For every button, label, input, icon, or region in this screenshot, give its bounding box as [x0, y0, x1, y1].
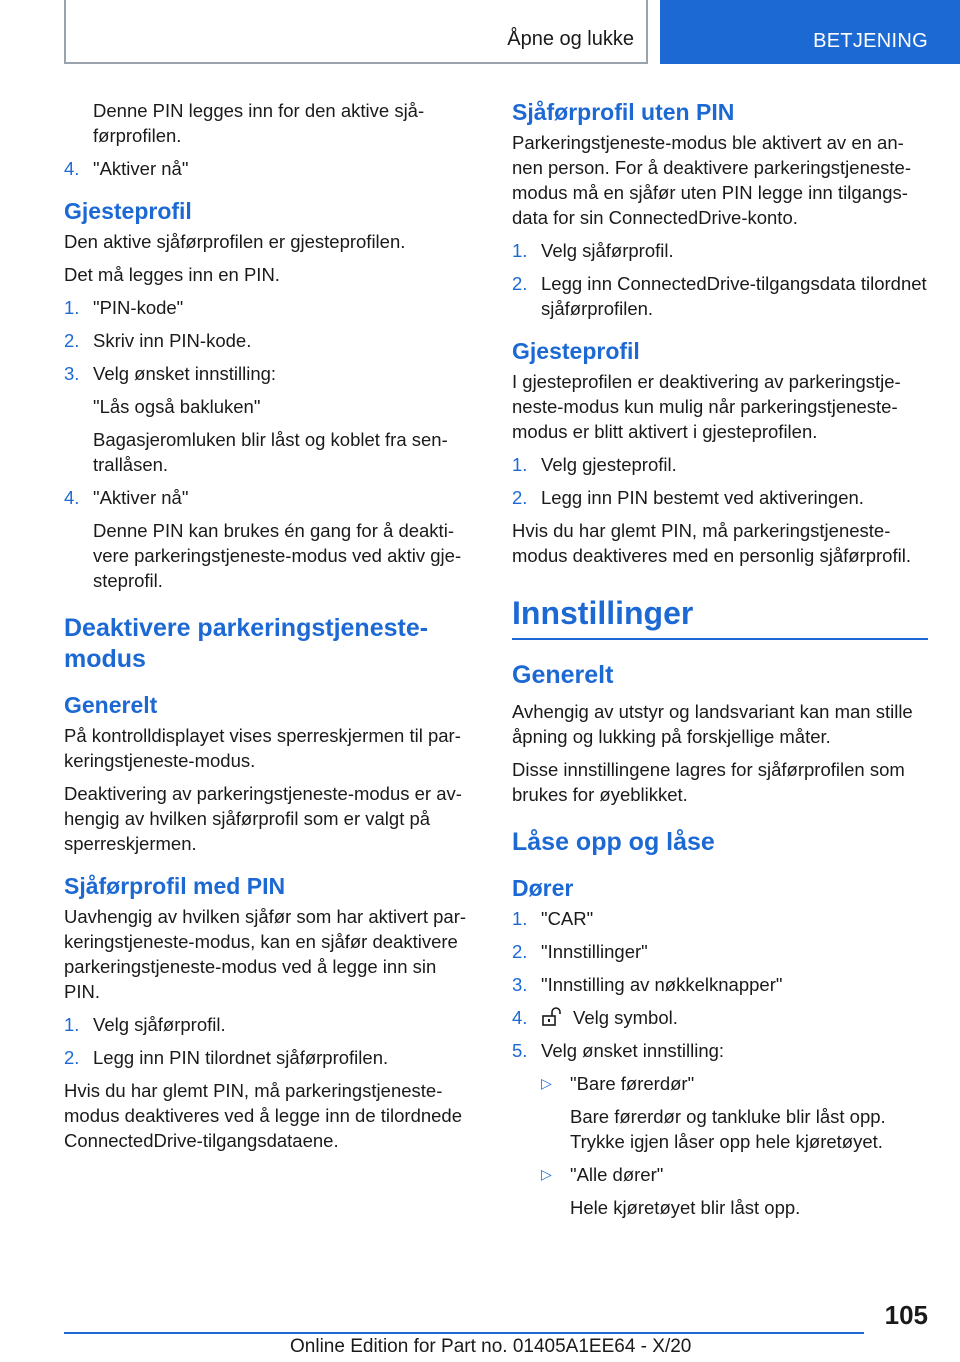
heading-unlock-lock: Låse opp og låse: [512, 828, 715, 856]
heading-driver-profile-without-pin: Sjåførprofil uten PIN: [512, 99, 735, 125]
heading-settings: Innstillinger: [512, 594, 928, 640]
triangle-bullet-icon: ▷: [541, 1166, 552, 1182]
list-number: 4.: [64, 158, 80, 179]
list-text: "Innstilling av nøkkelknapper": [541, 974, 783, 995]
paragraph: Denne PIN kan brukes én gang for å deaktivere parkeringstjeneste-modus ved aktiv gjesteprofil.: [93, 520, 462, 591]
list-number: 4.: [64, 487, 80, 508]
list-item: [512, 452, 928, 477]
list-number: 3.: [64, 363, 80, 384]
paragraph: I gjesteprofilen er deaktivering av parkeringstjeneste-modus kun mulig når parkeringstjenestemodus er blitt aktivert i gjesteprofilen.: [512, 371, 901, 442]
unlock-icon: [541, 1007, 565, 1027]
list-text: "Aktiver nå": [93, 158, 189, 179]
paragraph: Denne PIN legges inn for den aktive sjåførprofilen.: [93, 100, 425, 146]
section-title: BETJENING: [813, 30, 928, 52]
list-item: [512, 271, 928, 321]
list-item: [512, 1005, 928, 1030]
list-text: Velg ønsket innstilling:: [541, 1040, 725, 1061]
header-section-tab: [660, 0, 960, 64]
paragraph: På kontrolldisplayet vises sperreskjermen til parkeringstjeneste-modus.: [64, 725, 461, 771]
heading-driver-profile-with-pin: Sjåførprofil med PIN: [64, 873, 286, 899]
list-item: [64, 485, 476, 510]
paragraph: "Lås også bakluken": [93, 396, 261, 417]
list-text: Velg gjesteprofil.: [541, 454, 677, 475]
list-number: 1.: [64, 297, 80, 318]
heading-general: Generelt: [512, 661, 614, 689]
paragraph: Bagasjeromluken blir låst og koblet fra sentrallåsen.: [93, 429, 448, 475]
list-text: Velg symbol.: [573, 1007, 678, 1028]
paragraph: Hele kjøretøyet blir låst opp.: [570, 1197, 801, 1218]
list-text: Legg inn ConnectedDrive-tilgangsdata tilordnet sjåførprofilen.: [541, 273, 927, 319]
paragraph: Parkeringstjeneste-modus ble aktivert av en annen person. For å deaktivere parkeringstjenestemodus må en sjåfør uten PIN legge inn tilgangsdata for sin ConnectedDrive-konto.: [512, 132, 912, 228]
paragraph: Bare førerdør og tankluke blir låst opp. Trykke igjen låser opp hele kjøretøyet.: [570, 1106, 886, 1152]
page-number: 105: [884, 1300, 928, 1330]
list-number: 2.: [64, 1047, 80, 1068]
paragraph: Den aktive sjåførprofilen er gjesteprofilen.: [64, 231, 406, 252]
list-item: [64, 156, 476, 181]
list-item: [64, 295, 476, 320]
list-text-with-icon: [541, 1005, 678, 1030]
list-number: 4.: [512, 1007, 528, 1028]
list-number: 1.: [512, 454, 528, 475]
list-item: [64, 328, 476, 353]
list-item: [64, 1012, 476, 1037]
chapter-title: Åpne og lukke: [507, 28, 634, 50]
list-item: [512, 1038, 928, 1063]
list-text: "Innstillinger": [541, 941, 648, 962]
list-item: [512, 972, 928, 997]
list-number: 2.: [512, 487, 528, 508]
header-chapter-box: [64, 0, 648, 64]
right-column: [512, 98, 928, 1228]
heading-general: Generelt: [64, 692, 158, 718]
list-text: "CAR": [541, 908, 594, 929]
paragraph: Avhengig av utstyr og landsvariant kan man stille åpning og lukking på forskjellige måter.: [512, 701, 913, 747]
list-text: "PIN-kode": [93, 297, 184, 318]
list-text: "Alle dører": [570, 1164, 664, 1185]
list-item: [512, 485, 928, 510]
paragraph: Disse innstillingene lagres for sjåførprofilen som brukes for øyeblikket.: [512, 759, 905, 805]
triangle-bullet-icon: ▷: [541, 1075, 552, 1091]
list-number: 5.: [512, 1040, 528, 1061]
heading-deactivate-valet: Deaktivere parkeringstjenestemodus: [64, 614, 429, 673]
list-number: 2.: [512, 941, 528, 962]
paragraph: Deaktivering av parkeringstjeneste-modus er avhengig av hvilken sjåførprofil som er valgt på sperreskjermen.: [64, 783, 462, 854]
list-number: 2.: [512, 273, 528, 294]
heading-doors: Dører: [512, 875, 574, 901]
list-text: "Aktiver nå": [93, 487, 189, 508]
footer-divider: [64, 1332, 864, 1334]
list-number: 1.: [64, 1014, 80, 1035]
list-text: Velg ønsket innstilling:: [93, 363, 277, 384]
paragraph: Uavhengig av hvilken sjåfør som har aktivert parkeringstjeneste-modus, kan en sjåfør deaktivere parkeringstjeneste-modus ved å legge inn sin PIN.: [64, 906, 467, 1002]
list-item: [512, 939, 928, 964]
paragraph: Det må legges inn en PIN.: [64, 264, 280, 285]
list-text: Velg sjåførprofil.: [93, 1014, 226, 1035]
sub-list-item: [512, 1162, 928, 1187]
list-item: [64, 361, 476, 386]
list-text: Legg inn PIN bestemt ved aktiveringen.: [541, 487, 864, 508]
heading-guest-profile: Gjesteprofil: [64, 198, 192, 224]
list-number: 1.: [512, 908, 528, 929]
list-item: [512, 238, 928, 263]
list-text: "Bare førerdør": [570, 1073, 695, 1094]
list-number: 3.: [512, 974, 528, 995]
left-column: [64, 98, 476, 1161]
list-item: [512, 906, 928, 931]
list-number: 1.: [512, 240, 528, 261]
sub-list-item: [512, 1071, 928, 1096]
list-text: Velg sjåførprofil.: [541, 240, 674, 261]
list-text: Skriv inn PIN-kode.: [93, 330, 252, 351]
paragraph: Hvis du har glemt PIN, må parkeringstjenestemodus deaktiveres ved å legge inn de tilordnede ConnectedDrive-tilgangsdataene.: [64, 1080, 463, 1151]
paragraph: Hvis du har glemt PIN, må parkeringstjenestemodus deaktiveres med en personlig sjåførprofil.: [512, 520, 911, 566]
list-item: [64, 1045, 476, 1070]
footer-edition: Online Edition for Part no. 01405A1EE64 - X/20: [290, 1336, 692, 1357]
list-number: 2.: [64, 330, 80, 351]
list-text: Legg inn PIN tilordnet sjåførprofilen.: [93, 1047, 389, 1068]
heading-guest-profile: Gjesteprofil: [512, 338, 640, 364]
